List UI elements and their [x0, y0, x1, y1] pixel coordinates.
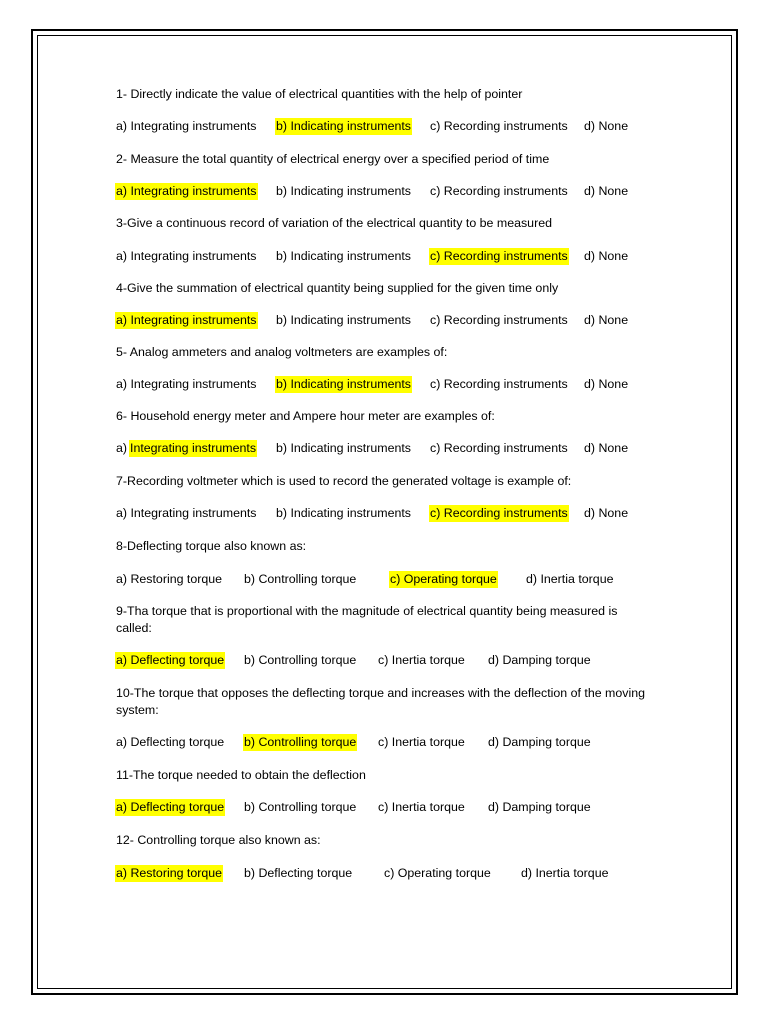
- correct-option: a) Deflecting torque: [116, 653, 225, 667]
- option: c) Operating torque: [384, 866, 491, 880]
- answer-options: [116, 652, 646, 669]
- question-text: 12- Controlling torque also known as:: [116, 833, 321, 847]
- answer-options: [116, 571, 646, 588]
- correct-option: c) Recording instruments: [430, 506, 568, 520]
- correct-option: a) Integrating instruments: [116, 184, 257, 198]
- option: b) Controlling torque: [244, 572, 357, 586]
- question-text: 10-The torque that opposes the deflecting torque and increases with the deflection of the moving system:: [116, 686, 646, 717]
- option: d) None: [584, 441, 629, 455]
- option: a) Integrating instruments: [116, 249, 257, 263]
- answer-options: [116, 183, 646, 200]
- option: c) Recording instruments: [430, 184, 568, 198]
- option: a) Integrating instruments: [116, 119, 257, 133]
- question-text: 9-Tha torque that is proportional with the magnitude of electrical quantity being measured is called:: [116, 604, 618, 635]
- answer-options: [116, 799, 646, 816]
- option: b) Controlling torque: [244, 653, 357, 667]
- correct-option: a) Restoring torque: [116, 866, 223, 880]
- question-text: 3-Give a continuous record of variation of the electrical quantity to be measured: [116, 216, 552, 230]
- option: d) Damping torque: [488, 653, 591, 667]
- answer-options: [116, 440, 646, 457]
- option: b) Deflecting torque: [244, 866, 353, 880]
- answer-options: [116, 734, 646, 751]
- correct-option: c) Recording instruments: [430, 249, 568, 263]
- question-text: 2- Measure the total quantity of electrical energy over a specified period of time: [116, 152, 550, 166]
- correct-option: b) Indicating instruments: [276, 377, 411, 391]
- option: d) None: [584, 184, 629, 198]
- correct-option: c) Operating torque: [390, 572, 497, 586]
- option: b) Indicating instruments: [276, 441, 411, 455]
- answer-options: [116, 376, 646, 393]
- option: a): [116, 441, 128, 455]
- question-text: 11-The torque needed to obtain the deflection: [116, 768, 366, 782]
- option: c) Recording instruments: [430, 441, 568, 455]
- option: d) Inertia torque: [521, 866, 609, 880]
- question-text: 6- Household energy meter and Ampere hour meter are examples of:: [116, 409, 495, 423]
- correct-option: a) Deflecting torque: [116, 800, 225, 814]
- answer-options: [116, 248, 646, 265]
- option: b) Indicating instruments: [276, 184, 411, 198]
- option: a) Restoring torque: [116, 572, 223, 586]
- option: c) Inertia torque: [378, 735, 465, 749]
- option: c) Inertia torque: [378, 653, 465, 667]
- answer-options: [116, 312, 646, 329]
- option: b) Controlling torque: [244, 800, 357, 814]
- option: b) Indicating instruments: [276, 249, 411, 263]
- answer-options: [116, 505, 646, 522]
- option: b) Indicating instruments: [276, 313, 411, 327]
- question-text: 8-Deflecting torque also known as:: [116, 539, 307, 553]
- option: d) Damping torque: [488, 800, 591, 814]
- option: d) None: [584, 313, 629, 327]
- question-text: 7-Recording voltmeter which is used to record the generated voltage is example of:: [116, 474, 572, 488]
- option: c) Recording instruments: [430, 377, 568, 391]
- correct-option: a) Integrating instruments: [116, 313, 257, 327]
- option: c) Recording instruments: [430, 119, 568, 133]
- option: d) None: [584, 249, 629, 263]
- correct-option: Integrating instruments: [130, 441, 257, 455]
- option: d) None: [584, 119, 629, 133]
- answer-options: [116, 118, 646, 135]
- option: c) Inertia torque: [378, 800, 465, 814]
- question-text: 5- Analog ammeters and analog voltmeters are examples of:: [116, 345, 448, 359]
- option: c) Recording instruments: [430, 313, 568, 327]
- answer-options: [116, 865, 646, 882]
- correct-option: b) Controlling torque: [244, 735, 357, 749]
- question-text: 4-Give the summation of electrical quantity being supplied for the given time only: [116, 281, 559, 295]
- option: a) Integrating instruments: [116, 377, 257, 391]
- option: d) None: [584, 506, 629, 520]
- option: d) Inertia torque: [526, 572, 614, 586]
- option: a) Integrating instruments: [116, 506, 257, 520]
- question-text: 1- Directly indicate the value of electrical quantities with the help of pointer: [116, 87, 523, 101]
- option: a) Deflecting torque: [116, 735, 225, 749]
- correct-option: b) Indicating instruments: [276, 119, 411, 133]
- option: b) Indicating instruments: [276, 506, 411, 520]
- option: d) None: [584, 377, 629, 391]
- option: d) Damping torque: [488, 735, 591, 749]
